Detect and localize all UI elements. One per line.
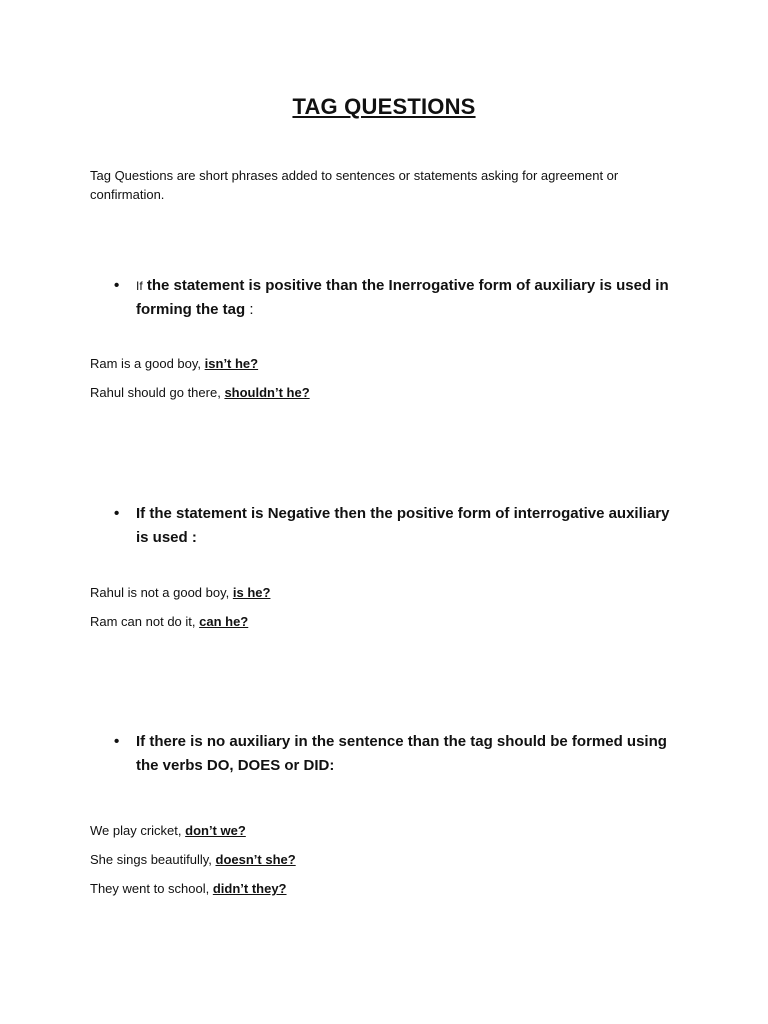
example-sentence: They went to school, (90, 881, 213, 896)
rule-tail: : (245, 301, 254, 318)
example-line (90, 384, 310, 402)
rule-lead: If (136, 279, 143, 293)
example-tag: doesn’t she? (215, 852, 296, 867)
rule-body: the statement is positive than the Inerrogative form of auxiliary is used in forming the tag (136, 277, 669, 318)
bullet-icon: • (114, 733, 120, 750)
rule-text (136, 274, 674, 322)
rule-no-auxiliary (114, 730, 674, 778)
example-sentence: Ram is a good boy, (90, 356, 205, 371)
rule-positive (114, 274, 674, 322)
bullet-icon: • (114, 505, 120, 522)
example-tag: don’t we? (185, 823, 246, 838)
example-sentence: Rahul should go there, (90, 385, 225, 400)
example-line (90, 822, 246, 840)
example-sentence: She sings beautifully, (90, 852, 216, 867)
example-tag: isn’t he? (204, 356, 259, 371)
example-tag: didn’t they? (212, 881, 287, 896)
bullet-icon: • (114, 277, 120, 294)
example-line (90, 584, 270, 602)
rule-text (136, 730, 674, 778)
example-line (90, 851, 296, 869)
example-tag: is he? (232, 585, 271, 600)
example-line (90, 880, 287, 898)
rule-body: If the statement is Negative then the positive form of interrogative auxiliary is used : (136, 505, 670, 546)
example-sentence: Rahul is not a good boy, (90, 585, 233, 600)
example-sentence: Ram can not do it, (90, 614, 200, 629)
example-line (90, 355, 258, 373)
example-tag: can he? (199, 614, 249, 629)
intro-paragraph: Tag Questions are short phrases added to sentences or statements asking for agreement or confirmation. (90, 168, 619, 202)
example-tag: shouldn’t he? (224, 385, 310, 400)
page-title: TAG QUESTIONS (292, 94, 476, 119)
rule-negative (114, 502, 674, 550)
rule-text (136, 502, 674, 550)
example-line (90, 613, 248, 631)
rule-body: If there is no auxiliary in the sentence than the tag should be formed using the verbs DO, DOES or DID: (136, 733, 667, 774)
example-sentence: We play cricket, (90, 823, 186, 838)
